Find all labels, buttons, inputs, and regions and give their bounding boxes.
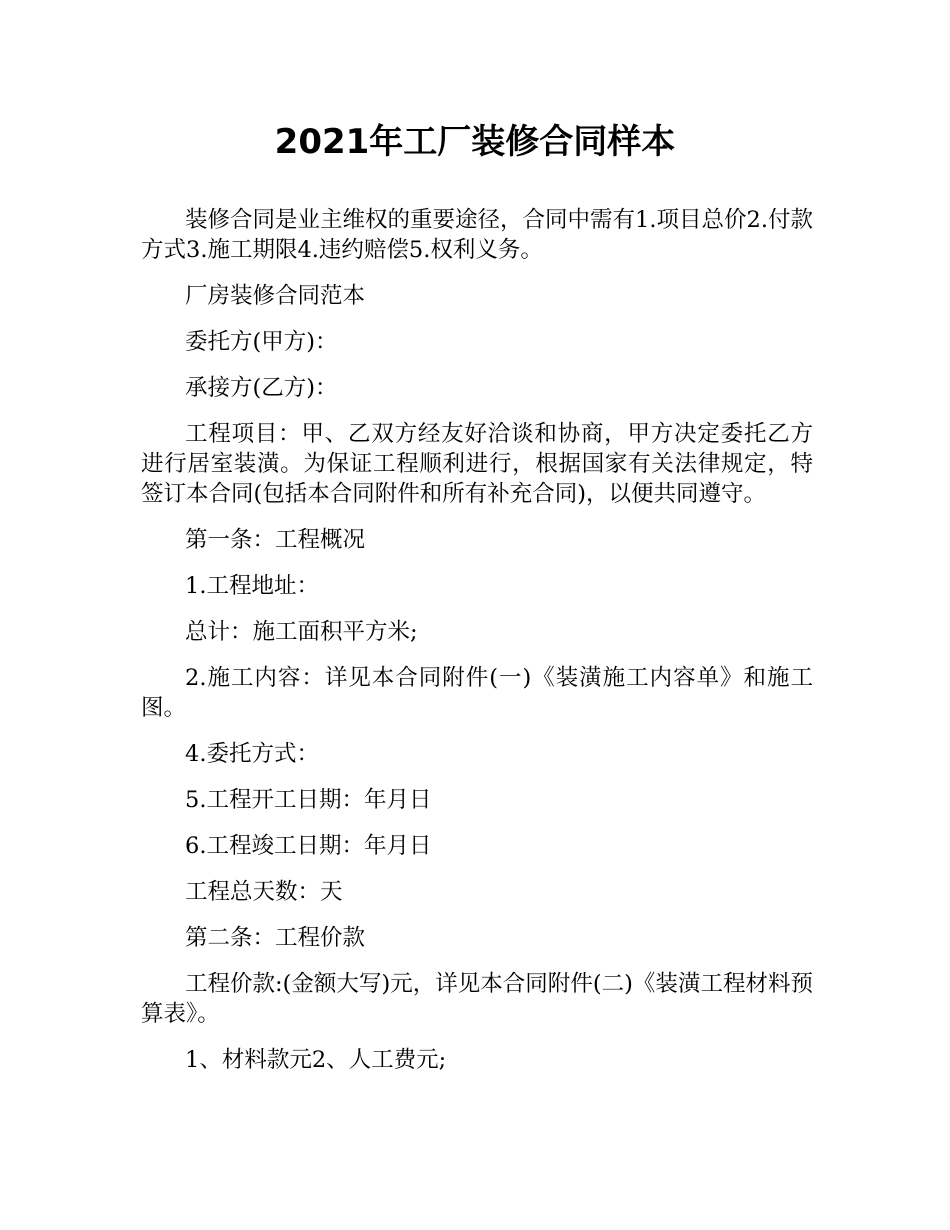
paragraph-area: 总计：施工面积平方米;	[185, 619, 418, 645]
paragraph-content: 2.施工内容：详见本合同附件(一)《装潢施工内容单》和施工图。	[141, 665, 813, 721]
paragraph-sample-heading: 厂房装修合同范本	[185, 283, 366, 309]
paragraph-project: 工程项目：甲、乙双方经友好洽谈和协商，甲方决定委托乙方进行居室装潢。为保证工程顺利进行，根据国家有关法律规定，特签订本合同(包括本合同附件和所有补充合同)，以便共同遵守。	[141, 421, 813, 507]
document-title: 2021年工厂装修合同样本	[274, 122, 676, 162]
paragraph-article-1: 第一条：工程概况	[185, 527, 366, 553]
paragraph-address: 1.工程地址：	[185, 573, 319, 599]
paragraph-article-2: 第二条：工程价款	[185, 925, 366, 951]
paragraph-total-days: 工程总天数：天	[185, 879, 343, 905]
paragraph-price: 工程价款:(金额大写)元，详见本合同附件(二)《装潢工程材料预算表》。	[141, 971, 813, 1027]
paragraph-end-date: 6.工程竣工日期：年月日	[185, 833, 432, 859]
paragraph-party-a: 委托方(甲方)：	[185, 329, 338, 355]
paragraph-intro: 装修合同是业主维权的重要途径，合同中需有1.项目总价2.付款方式3.施工期限4.违约赔偿5.权利义务。	[141, 207, 813, 263]
paragraph-method: 4.委托方式：	[185, 741, 319, 767]
paragraph-party-b: 承接方(乙方)：	[185, 375, 338, 401]
paragraph-costs: 1、材料款元2、人工费元;	[185, 1047, 447, 1073]
document-body	[141, 205, 813, 1091]
paragraph-start-date: 5.工程开工日期：年月日	[185, 787, 432, 813]
